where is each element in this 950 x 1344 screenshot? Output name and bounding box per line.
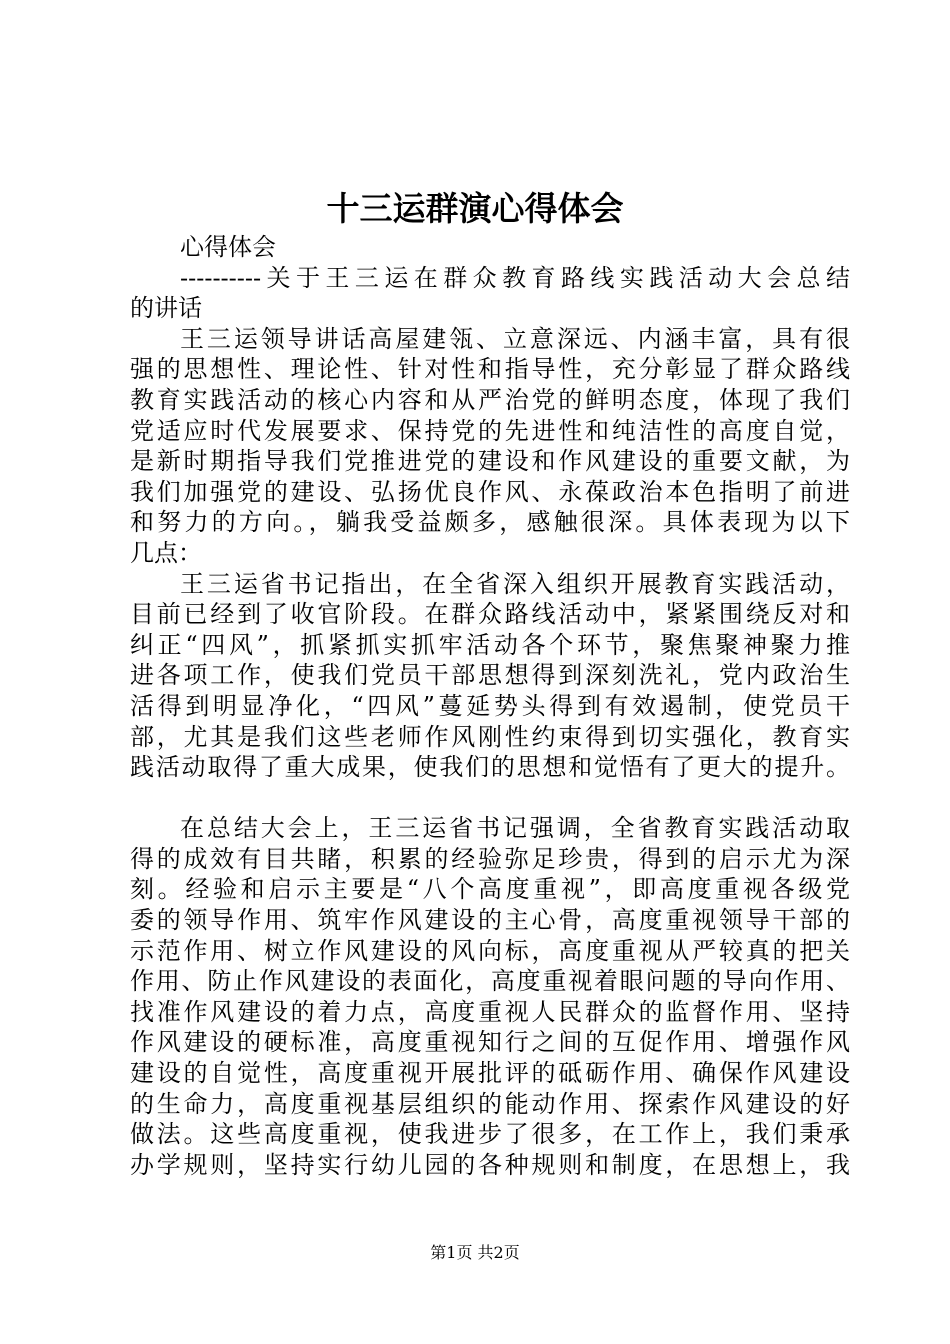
text-line: 党适应时代发展要求、保持党的先进性和纯洁性的高度自觉， (130, 416, 850, 445)
text-line: ----------关于王三运在群众教育路线实践活动大会总结 (180, 263, 850, 292)
text-line: 王三运省书记指出，在全省深入组织开展教育实践活动， (180, 569, 850, 598)
text-line: 进各项工作，使我们党员干部思想得到深刻洗礼，党内政治生 (130, 661, 850, 690)
text-line: 几点： (130, 538, 202, 567)
text-line: 委的领导作用、筑牢作风建设的主心骨，高度重视领导干部的 (130, 906, 850, 935)
text-line: 部，尤其是我们这些老师作风刚性约束得到切实强化，教育实 (130, 722, 850, 751)
text-line: 办学规则，坚持实行幼儿园的各种规则和制度，在思想上，我 (130, 1150, 850, 1179)
text-line: 得的成效有目共睹，积累的经验弥足珍贵，得到的启示尤为深 (130, 844, 850, 873)
text-line: 我们加强党的建设、弘扬优良作风、永葆政治本色指明了前进 (130, 477, 850, 506)
text-line: 活得到明显净化，“四风”蔓延势头得到有效遏制，使党员干 (130, 691, 850, 720)
text-line: 作风建设的硬标准，高度重视知行之间的互促作用、增强作风 (130, 1028, 850, 1057)
text-line: 王三运领导讲话高屋建瓴、立意深远、内涵丰富，具有很 (180, 324, 850, 353)
document-title: 十三运群演心得体会 (326, 189, 624, 228)
text-line: 纠正“四风”，抓紧抓实抓牢活动各个环节，聚焦聚神聚力推 (130, 630, 850, 659)
text-line: 目前已经到了收官阶段。在群众路线活动中，紧紧围绕反对和 (130, 600, 850, 629)
text-line: 教育实践活动的核心内容和从严治党的鲜明态度，体现了我们 (130, 385, 850, 414)
text-line: 刻。经验和启示主要是“八个高度重视”，即高度重视各级党 (130, 875, 850, 904)
text-line: 是新时期指导我们党推进党的建设和作风建设的重要文献，为 (130, 447, 850, 476)
page-number-footer: 第1页 共2页 (430, 1243, 520, 1262)
text-line: 示范作用、树立作风建设的风向标，高度重视从严较真的把关 (130, 936, 850, 965)
text-line: 的讲话 (130, 294, 202, 323)
text-line: 心得体会 (180, 233, 276, 261)
blank-line (130, 783, 850, 814)
text-line: 在总结大会上，王三运省书记强调，全省教育实践活动取 (180, 814, 850, 843)
text-line: 和努力的方向。，躺我受益颇多，感触很深。具体表现为以下 (130, 508, 850, 537)
document-body (130, 232, 850, 1180)
text-line: 的生命力，高度重视基层组织的能动作用、探索作风建设的好 (130, 1089, 850, 1118)
text-line: 强的思想性、理论性、针对性和指导性，充分彰显了群众路线 (130, 355, 850, 384)
text-line: 做法。这些高度重视，使我进步了很多，在工作上，我们秉承 (130, 1120, 850, 1149)
text-line: 找准作风建设的着力点，高度重视人民群众的监督作用、坚持 (130, 997, 850, 1026)
text-line: 作用、防止作风建设的表面化，高度重视着眼问题的导向作用、 (130, 967, 850, 996)
text-line: 建设的自觉性，高度重视开展批评的砥砺作用、确保作风建设 (130, 1059, 850, 1088)
text-line: 践活动取得了重大成果，使我们的思想和觉悟有了更大的提升。 (130, 753, 850, 782)
